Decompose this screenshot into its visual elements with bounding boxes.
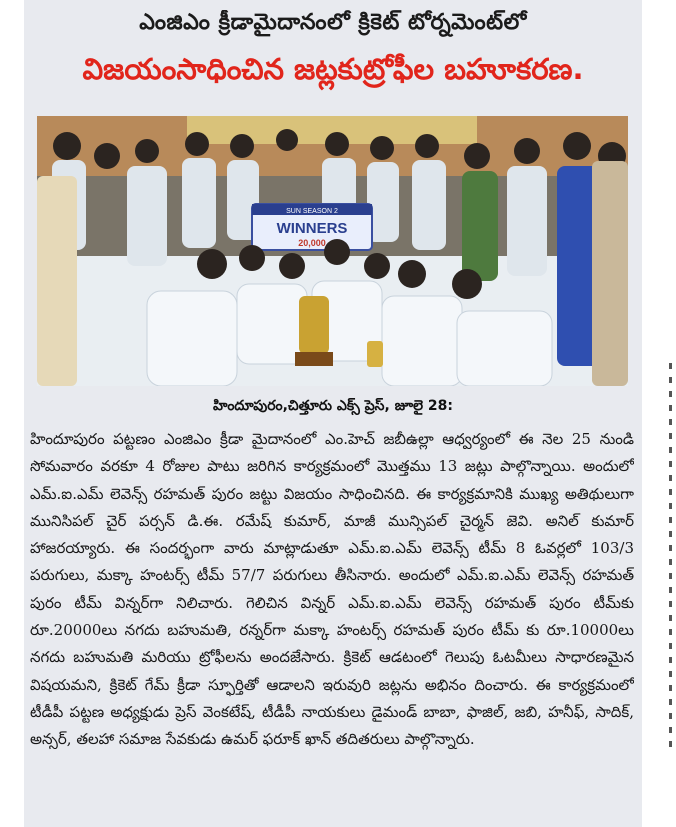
- team-photo-illustration: [37, 116, 628, 386]
- headline-line-2: విజయంసాధించిన జట్లకుట్రోఫీల బహూకరణ.: [82, 52, 584, 86]
- article-body: హిందూపురం పట్టణం ఎంజిఎం క్రీడా మైదానంలో ఎం.హెచ్ జబీఉల్లా ఆధ్వర్యంలో ఈ నెల 25 నుండి సోమవారం వరకూ 4 రోజుల పాటు జరిగిన కార్యక్రమంలో మొత్తము 13 జట్లు పాల్గొన్నాయి. అందులో ఎమ్.ఐ.ఎమ్ లెవెన్స్ రహమత్ పురం జట్టు విజయం సాధించినది. ఈ కార్యక్రమానికి ముఖ్య అతిథులుగా మునిసిపల్ చైర్ పర్సన్ డి.ఈ. రమేష్ కుమార్, మాజీ మున్సిపల్ చైర్మన్ జెవి. అనిల్ కుమార్ హాజరయ్యారు. ఈ సందర్భంగా వారు మాట్లాడుతూ ఎమ్.ఐ.ఎమ్ లెవెన్స్ టీమ్ 8 ఓవర్లలో 103/3 పరుగులు, మక్కా హంటర్స్ టీమ్ 57/7 పరుగులు తీసినారు. అందులో ఎమ్.ఐ.ఎమ్ లెవెన్స్ రహమత్ పురం టీమ్ విన్నర్‌గా నిలిచారు. గెలిచిన విన్నర్ ఎమ్.ఐ.ఎమ్ లెవెన్స్ రహమత్ పురం టీమ్‌కు రూ.20000లు నగదు బహుమతి, రన్నర్‌గా మక్కా హంటర్స్ రహమత్ పురం టీమ్ కు రూ.10000లు నగదు బహుమతి మరియు ట్రోఫీలను అందజేసారు. క్రికెట్ ఆడటంలో గెలుపు ఓటమీలు సాధారణమైన విషయమని, క్రికెట్ గేమ్ క్రీడా స్ఫూర్తితో ఆడాలని ఇరువురి జట్లను అభినం దించారు. ఈ కార్యక్రమంలో టీడీపీ పట్టణ అధ్యక్షుడు ప్రెస్ వెంకటేష్, టీడీపీ నాయకులు డైమండ్ బాబా, ఫాజిల్, జబి, హనీఫ్, సాదిక్, అన్సర్, తలహా సమాజ సేవకుడు ఉమర్ ఫరూక్ ఖాన్ తదితరులు పాల్గొన్నారు.: [30, 430, 634, 749]
- edge-marks: [666, 355, 676, 765]
- team-photo: [37, 116, 628, 386]
- dateline: హిందూపురం,చిత్తూరు ఎక్స్ ప్రెస్, జూలై 28:: [213, 398, 453, 414]
- banner-amount-text: 20,000: [298, 238, 326, 248]
- newspaper-clipping: [24, 0, 642, 827]
- headline-line-1: ఎంజిఎం క్రీడామైదానంలో క్రికెట్ టోర్నమెంట్‌లో: [139, 10, 527, 35]
- banner-season-text: SUN SEASON 2: [286, 208, 338, 215]
- banner-winners-text: WINNERS: [276, 220, 348, 237]
